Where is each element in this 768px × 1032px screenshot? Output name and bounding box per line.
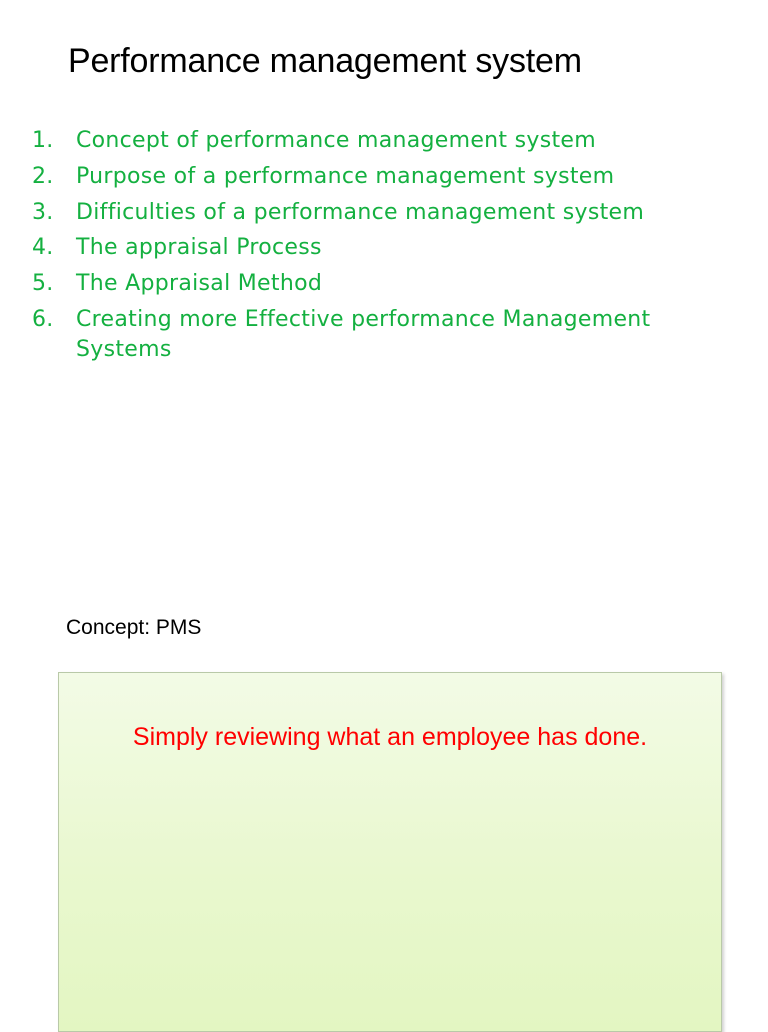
topic-label: The appraisal Process: [76, 235, 322, 261]
topic-number: 5.: [32, 271, 54, 297]
definition-box: [58, 672, 722, 1032]
topic-list: [32, 126, 732, 371]
topic-item-2: [32, 162, 732, 192]
page-title: Performance management system: [68, 42, 582, 80]
topic-item-3: [32, 198, 732, 228]
topic-label: Concept of performance management system: [76, 128, 596, 153]
topic-number: 3.: [32, 199, 54, 225]
topic-number: 4.: [32, 235, 54, 261]
concept-label: Concept: PMS: [66, 616, 202, 639]
topic-label: The Appraisal Method: [76, 271, 323, 297]
topic-item-4: [32, 233, 732, 263]
definition-text: Simply reviewing what an employee has done.: [132, 723, 648, 751]
topic-label: Purpose of a performance management system: [76, 163, 615, 189]
topic-label: Creating more Effective performance Management Systems: [76, 306, 651, 362]
topic-number: 2.: [32, 163, 54, 189]
topic-number: 6.: [32, 306, 54, 332]
topic-number: 1.: [32, 128, 54, 153]
topic-item-6: [32, 305, 732, 365]
topic-item-1: [32, 126, 732, 156]
topic-label: Difficulties of a performance management system: [76, 199, 645, 225]
topic-item-5: [32, 269, 732, 299]
